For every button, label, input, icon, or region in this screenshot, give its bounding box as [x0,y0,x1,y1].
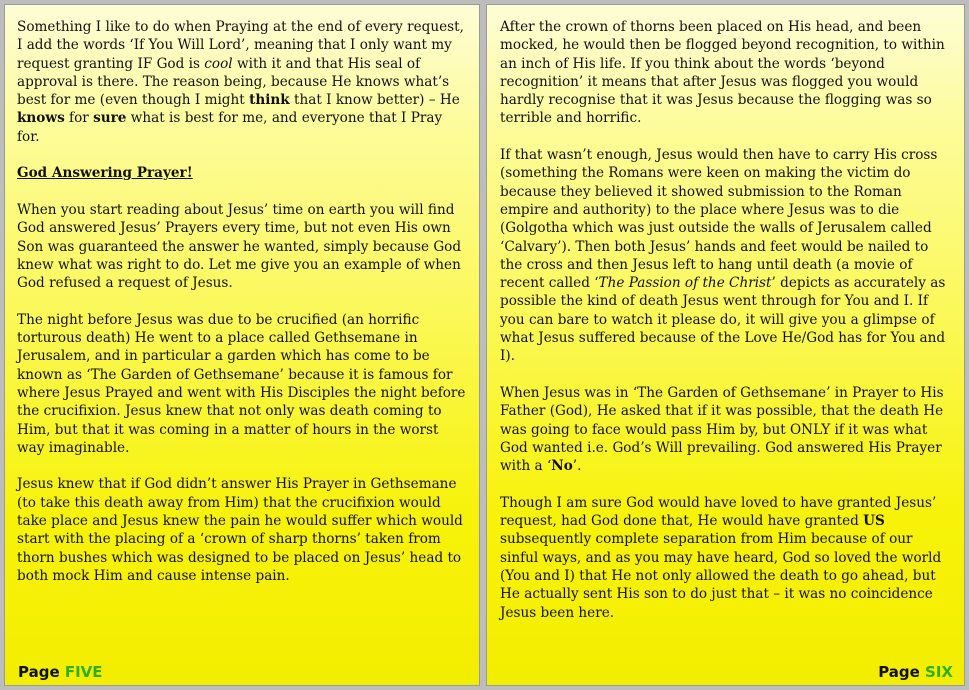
section-heading: God Answering Prayer! [17,165,193,182]
bold-knows: knows [17,110,65,127]
page-number-six: Page SIX [878,663,953,681]
emphasis-cool: cool [204,55,233,72]
paragraph-separation: Though I am sure God would have loved to have granted Jesus’ request, had God done that, He would have granted US subsequently complete separation from Him because of our sinful ways, and as you may have heard, God so loved the world (You and I) that He not only allowed the death to go ahead, but He actually sent His son to do just that – it was no coincidence Jesus been here. [500,494,942,621]
bold-no: No [551,458,573,475]
page-five-text [17,18,467,604]
paragraph-prayer-answer: When Jesus was in ‘The Garden of Gethsemane’ in Prayer to His Father (God), He asked that if it was possible, that the death He was going to face would pass Him by, but ONLY if it was what God wanted i.e. God’s Will prevailing. God answered His Prayer with a ‘No’. [500,384,944,475]
bold-us: US [863,513,885,530]
bold-think: think [249,92,290,109]
page-number-five: Page FIVE [18,663,103,681]
paragraph-crown-of-thorns: Jesus knew that if God didn’t answer His Prayer in Gethsemane (to take this death away from Him) that the crucifixion would take place and Jesus knew the pain he would suffer which would start with the placing of a ‘crown of sharp thorns’ taken from thorn bushes which was designed to be placed on Jesus’ head to both mock Him and cause intense pain. [17,476,463,584]
paragraph-flogging: After the crown of thorns been placed on His head, and been mocked, he would then be flogged beyond recognition, to within an inch of His life. If you think about the words ‘beyond recognition’ it means that after Jesus was flogged you would hardly recognise that it was Jesus because the flogging was so terrible and horrific. [500,19,945,127]
paragraph-cross: If that wasn’t enough, Jesus would then have to carry His cross (something the Romans were keen on making the victim do because they believed it showed submission to the Roman empire and authority) to the place where Jesus was to die (Golgotha which was just outside the walls of Jerusalem called ‘Calvary’). Then both Jesus’ hands and feet would be nailed to the cross and then Jesus left to hang until death (a movie of recent called ‘The Passion of the Christ’ depicts as accurately as possible the kind of death Jesus went through for You and I. If you can bare to watch it please do, it will give you a glimpse of what Jesus suffered because of the Love He/God has for You and I). [500,147,946,365]
page-five [4,4,480,686]
bold-sure: sure [93,110,127,127]
page-six [486,4,965,686]
page-six-text [500,18,953,640]
paragraph-gethsemane: The night before Jesus was due to be crucified (an horrific torturous death) He went to a place called Gethsemane in Jerusalem, and in particular a garden which has come to be known as ‘The Garden of Gethsemane’ because it is famous for where Jesus Prayed and went with His Disciples the night before the crucifixion. Jesus knew that not only was death coming to Him, but that it was coming in a matter of hours in the worst way imaginable. [17,311,466,456]
movie-title: The Passion of the Christ [598,275,772,292]
paragraph-jesus-prayers: When you start reading about Jesus’ time on earth you will find God answered Jesus’ Prayers every time, but not even His own Son was guaranteed the answer he wanted, simply because God knew what was right to do. Let me give you an example of when God refused a request of Jesus. [17,201,462,292]
paragraph-intro: Something I like to do when Praying at the end of every request, I add the words ‘If You Will Lord’, meaning that I only want my request granting IF God is cool with it and that His seal of approval is there. The reason being, because He knows what’s best for me (even though I might think that I know better) – He knows for sure what is best for me, and everyone that I Pray for. [17,19,464,145]
